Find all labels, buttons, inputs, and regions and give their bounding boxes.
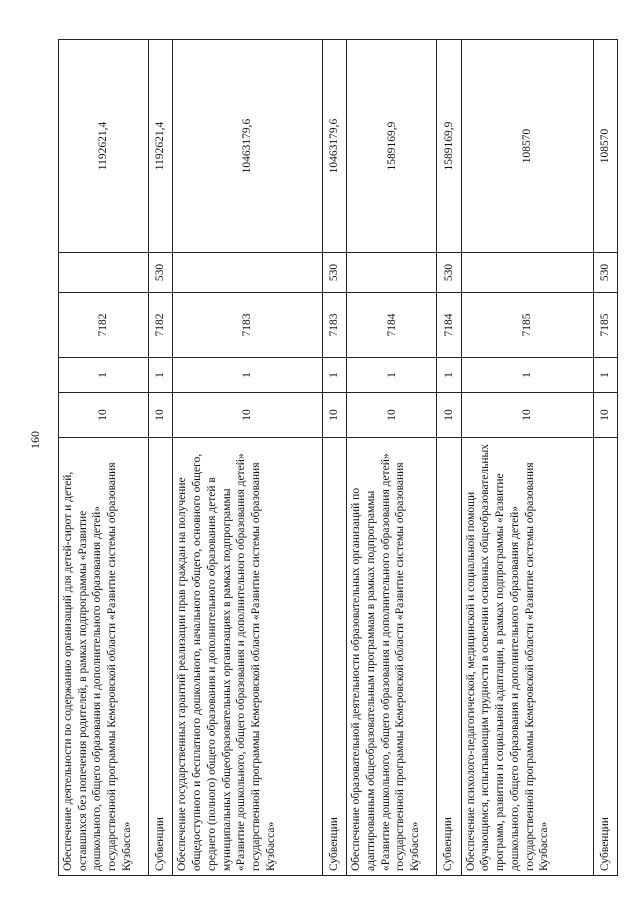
amount: 10463179,6	[323, 40, 347, 253]
subsection-code: 1	[323, 358, 347, 393]
target-article-code: 7182	[59, 293, 149, 358]
expense-type-code	[59, 253, 149, 293]
target-article-code: 7185	[593, 293, 617, 358]
row-description: Обеспечение деятельности по содержанию организаций для детей-сирот и детей, оставшихся без попечения родителей, в рамках подпрограммы «Развитие дошкольного, общего образования и дополнительного образования детей» государственной программы Кемеровской области «Развитие системы образования Кузбасса»	[59, 438, 149, 876]
table-row	[593, 40, 617, 876]
expense-type-code	[347, 253, 437, 293]
row-description: Обеспечение образовательной деятельности образовательных организаций по адаптированным общеобразовательным программам в рамках подпрограммы «Развитие дошкольного, общего образования и дополнительного образования детей» государственной программы Кемеровской области «Развитие системы образования Кузбасса»	[347, 438, 437, 876]
table-row	[173, 40, 323, 876]
amount: 10463179,6	[173, 40, 323, 253]
subsection-code: 1	[173, 358, 323, 393]
amount: 108570	[461, 40, 593, 253]
subsection-code: 1	[461, 358, 593, 393]
section-code: 10	[593, 393, 617, 438]
section-code: 10	[347, 393, 437, 438]
target-article-code: 7184	[437, 293, 461, 358]
budget-table	[58, 39, 618, 876]
page-number: 160	[28, 431, 42, 449]
section-code: 10	[173, 393, 323, 438]
expense-type-code: 530	[593, 253, 617, 293]
amount: 108570	[593, 40, 617, 253]
expense-type-code: 530	[149, 253, 173, 293]
subsection-code: 1	[347, 358, 437, 393]
amount: 1192621,4	[59, 40, 149, 253]
section-code: 10	[437, 393, 461, 438]
section-code: 10	[323, 393, 347, 438]
subsection-code: 1	[437, 358, 461, 393]
table-row	[437, 40, 461, 876]
section-code: 10	[149, 393, 173, 438]
target-article-code: 7182	[149, 293, 173, 358]
table-row	[59, 40, 149, 876]
subsection-code: 1	[59, 358, 149, 393]
row-description: Субвенции	[149, 438, 173, 876]
target-article-code: 7185	[461, 293, 593, 358]
expense-type-code: 530	[323, 253, 347, 293]
expense-type-code	[461, 253, 593, 293]
budget-table-rotated	[58, 40, 618, 876]
target-article-code: 7184	[347, 293, 437, 358]
section-code: 10	[461, 393, 593, 438]
row-description: Обеспечение государственных гарантий реализации прав граждан на получение общедоступного и бесплатного дошкольного, начального общего, основного общего, среднего (полного) общего образования и дополнительного образования детей в муниципальных общеобразовательных организациях в рамках подпрограммы «Развитие дошкольного, общего образования и дополнительного образования детей» государственной программы Кемеровской области «Развитие системы образования Кузбасса»	[173, 438, 323, 876]
table-row	[461, 40, 593, 876]
subsection-code: 1	[593, 358, 617, 393]
expense-type-code: 530	[437, 253, 461, 293]
amount: 1589169,9	[437, 40, 461, 253]
table-row	[149, 40, 173, 876]
amount: 1192621,4	[149, 40, 173, 253]
section-code: 10	[59, 393, 149, 438]
table-row	[347, 40, 437, 876]
row-description: Субвенции	[593, 438, 617, 876]
target-article-code: 7183	[323, 293, 347, 358]
row-description: Обеспечение психолого-педагогической, медицинской и социальной помощи обучающимся, испытывающим трудности в освоении основных общеобразовательных программ, развитии и социальной адаптации, в рамках подпрограммы «Развитие дошкольного, общего образования и дополнительного образования детей» государственной программы Кемеровской области «Развитие системы образования Кузбасса»	[461, 438, 593, 876]
amount: 1589169,9	[347, 40, 437, 253]
target-article-code: 7183	[173, 293, 323, 358]
expense-type-code	[173, 253, 323, 293]
table-row	[323, 40, 347, 876]
row-description: Субвенции	[323, 438, 347, 876]
row-description: Субвенции	[437, 438, 461, 876]
subsection-code: 1	[149, 358, 173, 393]
